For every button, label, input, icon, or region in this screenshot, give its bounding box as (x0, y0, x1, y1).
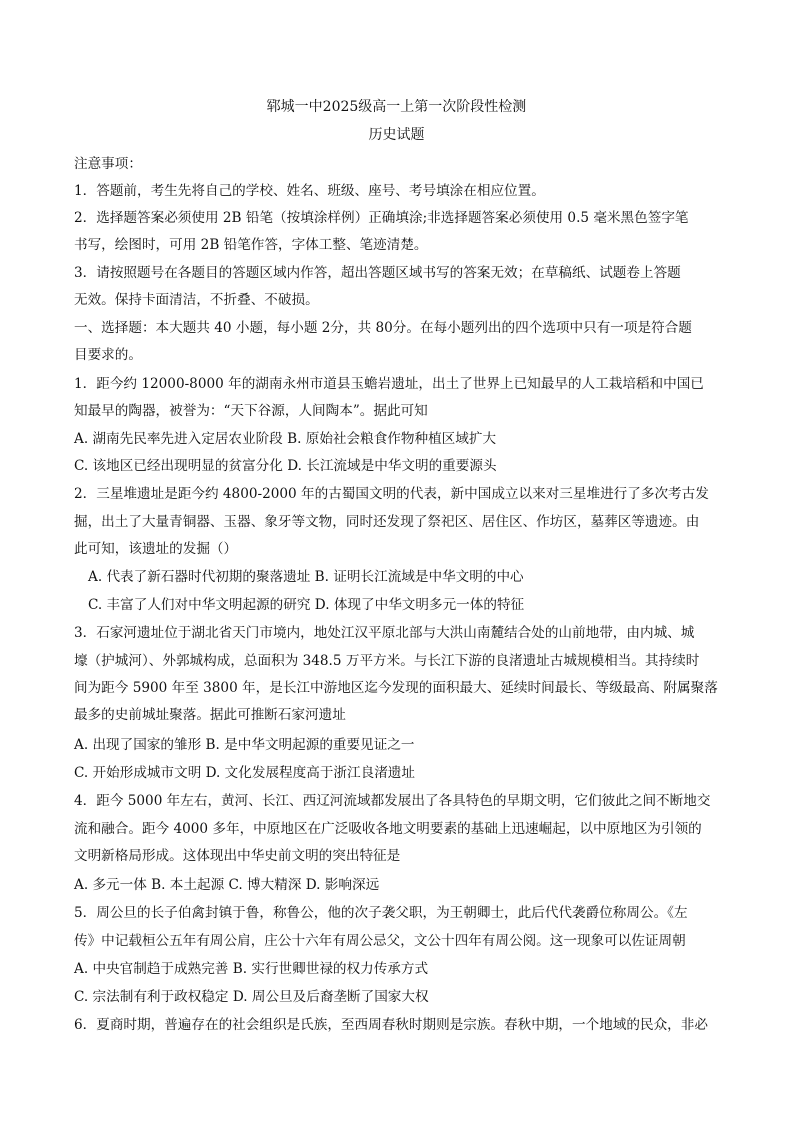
question-line: 此可知，该遗址的发掘（） (74, 541, 238, 557)
question-line: 1．距今约 12000-8000 年的湖南永州市道县玉蟾岩遗址，出土了世界上已知最早的人工栽培稻和中国已 (74, 376, 704, 392)
answer-options: A. 出现了国家的雏形 B. 是中华文明起源的重要见证之一 (74, 737, 415, 753)
note-line: 3．请按照题号在各题目的答题区域内作答，超出答题区域书写的答案无效；在草稿纸、试题卷上答题 (74, 265, 681, 281)
question-line: 4．距今 5000 年左右，黄河、长江、西辽河流域都发展出了各具特色的早期文明，它们彼此之间不断地交 (74, 793, 711, 809)
exam-title: 郓城一中2025级高一上第一次阶段性检测 (266, 99, 527, 115)
exam-subtitle: 历史试题 (368, 127, 425, 143)
answer-options: A. 中央官制趋于成熟完善 B. 实行世卿世禄的权力传承方式 (74, 961, 429, 977)
answer-options: C. 该地区已经出现明显的贫富分化 D. 长江流域是中华文明的重要源头 (74, 458, 497, 474)
question-line: 文明新格局形成。这体现出中华史前文明的突出特征是 (74, 848, 401, 864)
question-line: 间为距今 5900 年至 3800 年，是长江中游地区迄今发现的面积最大、延续时间最长、等级最高、附属聚落 (74, 680, 718, 696)
note-line: 2．选择题答案必须使用 2B 铅笔（按填涂样例）正确填涂;非选择题答案必须使用 0.5 毫米黑色签字笔 (74, 210, 689, 226)
section-heading: 目要求的。 (74, 347, 142, 363)
notes-heading: 注意事项： (74, 156, 142, 172)
question-line: 壕（护城河）、外郭城构成，总面积为 348.5 万平方米。与长江下游的良渚遗址古城规模相当。其持续时 (74, 653, 700, 669)
note-line: 书写，绘图时，可用 2B 铅笔作答，字体工整、笔迹清楚。 (74, 237, 428, 253)
question-line: 知最早的陶器，被誉为：“天下谷源，人间陶本”。据此可知 (74, 403, 428, 419)
answer-options: C. 丰富了人们对中华文明起源的研究 D. 体现了中华文明多元一体的特征 (88, 597, 525, 613)
answer-options: C. 宗法制有利于政权稳定 D. 周公旦及后裔垄断了国家大权 (74, 989, 429, 1005)
question-line: 传》中记载桓公五年有周公肩，庄公十六年有周公忌父，文公十四年有周公阅。这一现象可以佐证周朝 (74, 933, 686, 949)
note-line: 1．答题前，考生先将自己的学校、姓名、班级、座号、考号填涂在相应位置。 (74, 183, 545, 199)
answer-options: A. 多元一体 B. 本土起源 C. 博大精深 D. 影响深远 (74, 877, 380, 893)
question-line: 5．周公旦的长子伯禽封镇于鲁，称鲁公，他的次子袭父职，为王朝卿士，此后代代袭爵位称周公。《左 (74, 905, 688, 921)
answer-options: C. 开始形成城市文明 D. 文化发展程度高于浙江良渚遗址 (74, 765, 415, 781)
question-line: 6．夏商时期，普遍存在的社会组织是氏族，至西周春秋时期则是宗族。春秋中期，一个地域的民众，非必 (74, 1017, 708, 1033)
question-line: 2．三星堆遗址是距今约 4800-2000 年的古蜀国文明的代表，新中国成立以来对三星堆进行了多次考古发 (74, 486, 709, 502)
question-line: 3．石家河遗址位于湖北省天门市境内，地处江汉平原北部与大洪山南麓结合处的山前地带，由内城、城 (74, 625, 695, 641)
question-line: 掘，出土了大量青铜器、玉器、象牙等文物，同时还发现了祭祀区、居住区、作坊区，墓葬区等遗迹。由 (74, 514, 700, 530)
answer-options: A. 湖南先民率先进入定居农业阶段 B. 原始社会粮食作物种植区域扩大 (74, 431, 497, 447)
answer-options: A. 代表了新石器时代初期的聚落遗址 B. 证明长江流域是中华文明的中心 (88, 569, 524, 585)
question-line: 最多的史前城址聚落。据此可推断石家河遗址 (74, 707, 346, 723)
question-line: 流和融合。距今 4000 多年，中原地区在广泛吸收各地文明要素的基础上迅速崛起，以中原地区为引领的 (74, 821, 702, 837)
section-heading: 一、选择题：本大题共 40 小题，每小题 2分，共 80分。在每小题列出的四个选项中只有一项是符合题 (74, 320, 692, 336)
note-line: 无效。保持卡面清洁，不折叠、不破损。 (74, 292, 319, 308)
